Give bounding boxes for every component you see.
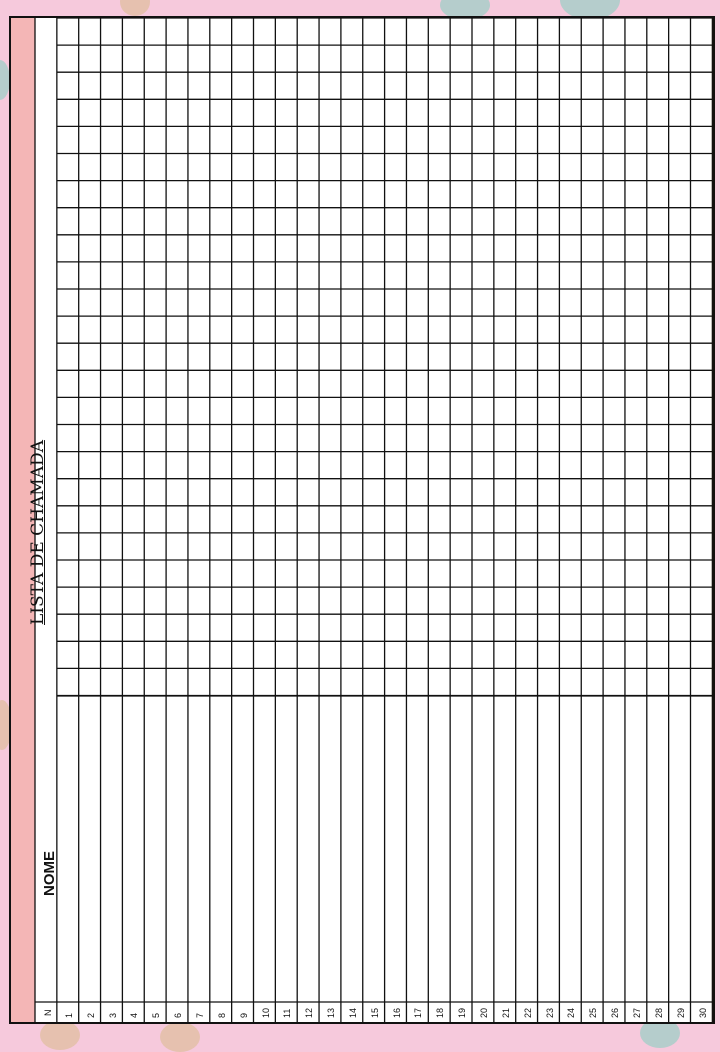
row-number: 2 [85, 1012, 96, 1018]
row-number: 17 [413, 1007, 424, 1018]
row-number: 7 [194, 1012, 205, 1018]
row-number: 19 [457, 1007, 468, 1018]
row-number: 6 [173, 1012, 184, 1018]
row-number: 4 [129, 1012, 140, 1018]
row-number: 11 [282, 1008, 293, 1018]
attendance-grid [11, 18, 713, 1022]
row-number: 24 [566, 1007, 577, 1018]
row-number: 8 [216, 1012, 227, 1018]
row-number: 22 [522, 1007, 533, 1018]
row-number: 10 [260, 1007, 271, 1018]
row-number: 9 [238, 1012, 249, 1018]
attendance-sheet [9, 16, 715, 1024]
row-number: 5 [151, 1012, 162, 1018]
row-number: 25 [588, 1007, 599, 1018]
number-column-header: N [43, 1009, 53, 1016]
background-shell [40, 1020, 80, 1050]
row-number: 29 [675, 1007, 686, 1018]
row-number: 12 [304, 1007, 315, 1018]
row-number: 1 [63, 1012, 74, 1018]
row-number: 21 [500, 1007, 511, 1018]
row-number: 13 [326, 1007, 337, 1018]
sheet-title: LISTA DE CHAMADA [28, 440, 48, 625]
background-shell [120, 0, 150, 16]
row-number: 18 [435, 1007, 446, 1018]
row-number: 30 [697, 1007, 708, 1018]
row-number: 27 [631, 1007, 642, 1018]
row-number: 16 [391, 1007, 402, 1018]
row-number: 23 [544, 1007, 555, 1018]
row-number: 15 [369, 1007, 380, 1018]
row-number: 14 [347, 1007, 358, 1018]
row-number: 28 [653, 1007, 664, 1018]
name-column-header: NOME [41, 851, 58, 896]
row-number: 20 [479, 1007, 489, 1018]
background-shell [160, 1022, 200, 1052]
row-number: 26 [610, 1007, 621, 1018]
row-number: 3 [107, 1012, 118, 1018]
